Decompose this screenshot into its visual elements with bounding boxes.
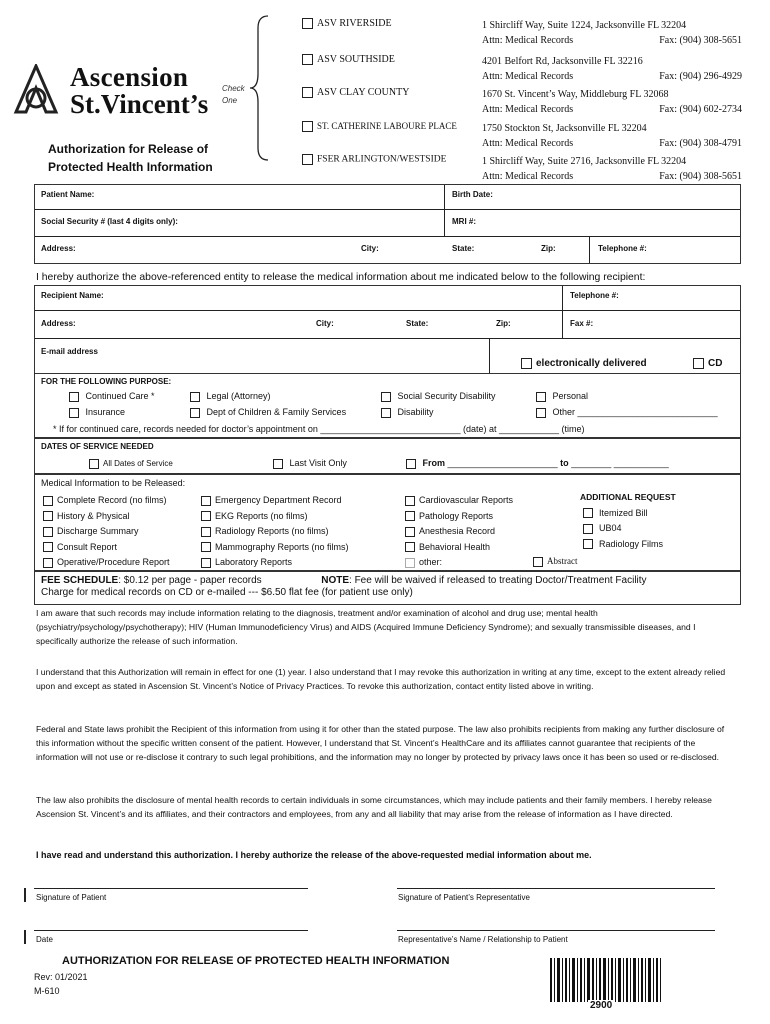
- record-option[interactable]: Discharge Summary: [43, 524, 170, 540]
- additional-option[interactable]: Radiology Films: [580, 537, 676, 553]
- purpose-heading: FOR THE FOLLOWING PURPOSE:: [41, 377, 172, 386]
- brand-logo: [12, 62, 212, 122]
- record-option[interactable]: Consult Report: [43, 540, 170, 556]
- checkbox[interactable]: [405, 542, 415, 552]
- checkbox[interactable]: [405, 527, 415, 537]
- record-option[interactable]: Mammography Reports (no films): [201, 540, 349, 556]
- purpose-option[interactable]: Social Security Disability: [381, 391, 496, 402]
- checkbox[interactable]: [536, 408, 546, 418]
- patient-signature-label: Signature of Patient: [36, 893, 107, 902]
- checkbox[interactable]: [201, 496, 211, 506]
- checkbox[interactable]: [43, 511, 53, 521]
- location-address: 1 Shircliff Way, Suite 2716, Jacksonville FL 32204 Attn: Medical Records Fax: (904) 308-5651: [482, 156, 742, 182]
- checkbox[interactable]: [190, 408, 200, 418]
- rep-name-line[interactable]: [397, 930, 715, 931]
- continued-care-note[interactable]: * If for continued care, records needed for doctor’s appointment on ____________________________ (date) at ____________ (time): [53, 424, 585, 434]
- checkbox[interactable]: [521, 358, 532, 369]
- record-option[interactable]: Complete Record (no films): [43, 493, 170, 509]
- check-one-label: Check One: [222, 84, 245, 105]
- date-range-option[interactable]: From ______________________ to ________ ___________: [406, 458, 669, 469]
- purpose-option[interactable]: Insurance: [69, 407, 125, 418]
- record-option[interactable]: Behavioral Health: [405, 540, 513, 556]
- purpose-option-other[interactable]: Other ____________________________: [536, 407, 718, 418]
- location-address: 1 Shircliff Way, Suite 1224, Jacksonville FL 32204 Attn: Medical Records Fax: (904) 308-5651: [482, 20, 742, 46]
- checkbox[interactable]: [381, 408, 391, 418]
- purpose-section: [34, 374, 741, 438]
- brand-line2: St.Vincent’s: [70, 89, 209, 119]
- recipient-phone-field[interactable]: Telephone #:: [570, 291, 619, 300]
- medical-heading: Medical Information to be Released:: [41, 478, 186, 488]
- checkbox[interactable]: [583, 508, 593, 518]
- checkbox[interactable]: [302, 18, 313, 29]
- location-address: 4201 Belfort Rd, Jacksonville FL 32216 Attn: Medical Records Fax: (904) 296-4929: [482, 56, 742, 82]
- checkbox[interactable]: [536, 392, 546, 402]
- fee-schedule-box: FEE SCHEDULE: $0.12 per page - paper records NOTE: Fee will be waived if released to treating Doctor/Treatment Facility Charge for medical records on CD or e-mailed --- $6.50 flat fee (for patient use only): [34, 571, 741, 605]
- checkbox[interactable]: [302, 54, 313, 65]
- location-options: [302, 16, 742, 186]
- all-dates-option[interactable]: All Dates of Service: [89, 459, 173, 469]
- location-address: 1670 St. Vincent’s Way, Middleburg FL 32068 Attn: Medical Records Fax: (904) 602-2734: [482, 89, 742, 115]
- record-option[interactable]: Pathology Reports: [405, 509, 513, 525]
- ascension-cross-icon: [12, 64, 60, 116]
- checkbox[interactable]: [43, 542, 53, 552]
- dates-heading: DATES OF SERVICE NEEDED: [41, 442, 154, 451]
- ssn-field[interactable]: Social Security # (last 4 digits only):: [41, 217, 178, 226]
- checkbox[interactable]: [69, 408, 79, 418]
- barcode-number: 2900: [590, 1000, 613, 1011]
- address-field[interactable]: Address:: [41, 244, 76, 253]
- location-address: 1750 Stockton St, Jacksonville FL 32204 Attn: Medical Records Fax: (904) 308-4791: [482, 123, 742, 149]
- recipient-address-field[interactable]: Address:: [41, 319, 76, 328]
- recipient-city-field[interactable]: City:: [316, 319, 334, 328]
- paragraph: Federal and State laws prohibit the Recipient of this information from using it for other than the stated purpose. The law also prohibits recipients from making any further disclosure of this information without the specific written consent of the patient. However, I understand that St. Vincent’s HealthCare and its affiliates cannot guarantee that recipients of the information will not use or re-disclose it contrary to such legal prohibitions, and the information may no longer by protected by privacy laws once it has been so used or re-disclosed.: [36, 724, 725, 763]
- rep-signature-label: Signature of Patient’s Representative: [398, 893, 530, 902]
- checkbox[interactable]: [201, 558, 211, 568]
- form-title: [48, 140, 213, 176]
- checkbox[interactable]: [302, 87, 313, 98]
- checkbox[interactable]: [533, 557, 543, 567]
- location-option[interactable]: ASV CLAY COUNTY: [302, 87, 409, 98]
- checkbox[interactable]: [405, 558, 415, 568]
- fee-line2: Charge for medical records on CD or e-mailed --- $6.50 flat fee (for patient use only): [41, 587, 413, 598]
- record-option[interactable]: Cardiovascular Reports: [405, 493, 513, 509]
- location-option[interactable]: ASV RIVERSIDE: [302, 18, 392, 29]
- recipient-name-field[interactable]: Recipient Name:: [41, 291, 104, 300]
- authorize-statement: I hereby authorize the above-referenced entity to release the medical information about me indicated below to the following recipient:: [36, 272, 646, 283]
- purpose-option[interactable]: Personal: [536, 391, 588, 402]
- checkbox[interactable]: [693, 358, 704, 369]
- barcode-icon: [548, 958, 668, 1006]
- mri-field[interactable]: MRI #:: [452, 217, 476, 226]
- checkbox[interactable]: [89, 459, 99, 469]
- checkbox[interactable]: [190, 392, 200, 402]
- checkbox[interactable]: [43, 496, 53, 506]
- record-option[interactable]: History & Physical: [43, 509, 170, 525]
- checkbox[interactable]: [273, 459, 283, 469]
- paragraph: The law also prohibits the disclosure of mental health records to certain individuals in some circumstances, which may include patients and their family members. I hereby release Ascension St. Vincent’s and its affiliates, and their contractors and employees, from any and all liability that may arise from the release of information as I have directed.: [36, 795, 712, 820]
- record-option[interactable]: Laboratory Reports: [201, 555, 349, 571]
- revision-label: Rev: 01/2021: [34, 972, 88, 982]
- rep-name-label: Representative’s Name / Relationship to Patient: [398, 935, 568, 944]
- last-visit-option[interactable]: Last Visit Only: [273, 458, 347, 469]
- location-option[interactable]: ST. CATHERINE LABOURE PLACE: [302, 121, 457, 132]
- checkbox[interactable]: [583, 539, 593, 549]
- final-statement: I have read and understand this authorization. I hereby authorize the release of the above-requested medial information about me.: [36, 850, 592, 860]
- checkbox[interactable]: [405, 496, 415, 506]
- checkbox[interactable]: [69, 392, 79, 402]
- date-label: Date: [36, 935, 53, 944]
- form-code: M-610: [34, 986, 60, 996]
- checkbox[interactable]: [201, 511, 211, 521]
- city-field[interactable]: City:: [361, 244, 379, 253]
- record-option[interactable]: Operative/Procedure Report: [43, 555, 170, 571]
- checkbox[interactable]: [302, 154, 313, 165]
- record-option[interactable]: EKG Reports (no films): [201, 509, 349, 525]
- checkbox[interactable]: [583, 524, 593, 534]
- checkbox[interactable]: [43, 558, 53, 568]
- form-title-line2: Protected Health Information: [48, 160, 213, 174]
- recipient-zip-field[interactable]: Zip:: [496, 319, 511, 328]
- patient-name-field[interactable]: Patient Name:: [41, 190, 95, 199]
- medical-info-section: [34, 474, 741, 571]
- additional-option[interactable]: UB04: [580, 521, 676, 537]
- dates-section: [34, 438, 741, 474]
- location-option[interactable]: ASV SOUTHSIDE: [302, 54, 395, 65]
- footer-title: AUTHORIZATION FOR RELEASE OF PROTECTED HEALTH INFORMATION: [62, 955, 450, 967]
- checkbox[interactable]: [405, 511, 415, 521]
- state-field[interactable]: State:: [452, 244, 475, 253]
- abstract-option[interactable]: Abstract: [533, 556, 578, 567]
- patient-info-box: [34, 184, 741, 264]
- brand-line1: Ascension: [70, 62, 189, 92]
- rep-signature-line[interactable]: [397, 888, 715, 889]
- checkbox[interactable]: [406, 459, 416, 469]
- form-title-line1: Authorization for Release of: [48, 142, 209, 156]
- paragraph: I am aware that such records may include information relating to the diagnosis, treatment and/or examination of alcohol and drug use; mental health (psychiatry/psychology/psychotherapy); HIV (Human Immunodeficiency Virus) and AIDS (Acquired Immune Deficiency Syndrome); and sexually transmissible diseases, and I specifically authorize the release of such information.: [36, 608, 696, 647]
- electronic-delivery-option[interactable]: electronically delivered: [521, 358, 647, 369]
- checkbox[interactable]: [381, 392, 391, 402]
- record-option[interactable]: Emergency Department Record: [201, 493, 349, 509]
- recipient-state-field[interactable]: State:: [406, 319, 429, 328]
- recipient-box: [34, 285, 741, 374]
- patient-signature-line[interactable]: [34, 888, 308, 889]
- checkbox[interactable]: [302, 121, 313, 132]
- brace-icon: [248, 14, 272, 162]
- email-field[interactable]: E-mail address: [41, 347, 98, 356]
- checkbox[interactable]: [43, 527, 53, 537]
- checkbox[interactable]: [201, 542, 211, 552]
- purpose-option[interactable]: Dept of Children & Family Services: [190, 407, 346, 418]
- location-option[interactable]: FSER ARLINGTON/WESTSIDE: [302, 154, 446, 165]
- additional-request-heading: ADDITIONAL REQUEST: [580, 492, 676, 502]
- additional-option[interactable]: Itemized Bill: [580, 506, 676, 522]
- paragraph: I understand that this Authorization will remain in effect for one (1) year. I also understand that I may revoke this authorization in writing at any time, except to the extent already relied upon and except as stated in Ascension St. Vincent’s Notice of Privacy Practices. To revoke this authorization, contact entity listed above in writing.: [36, 667, 726, 692]
- birth-date-field[interactable]: Birth Date:: [452, 190, 493, 199]
- purpose-option[interactable]: Disability: [381, 407, 434, 418]
- purpose-option[interactable]: Legal (Attorney): [190, 391, 271, 402]
- record-option[interactable]: other:: [405, 555, 513, 571]
- purpose-option[interactable]: Continued Care *: [69, 391, 155, 402]
- zip-field[interactable]: Zip:: [541, 244, 556, 253]
- record-option[interactable]: Anesthesia Record: [405, 524, 513, 540]
- date-line[interactable]: [34, 930, 308, 931]
- cd-option[interactable]: CD: [693, 358, 722, 369]
- record-option[interactable]: Radiology Reports (no films): [201, 524, 349, 540]
- recipient-fax-field[interactable]: Fax #:: [570, 319, 594, 328]
- checkbox[interactable]: [201, 527, 211, 537]
- telephone-field[interactable]: Telephone #:: [598, 244, 647, 253]
